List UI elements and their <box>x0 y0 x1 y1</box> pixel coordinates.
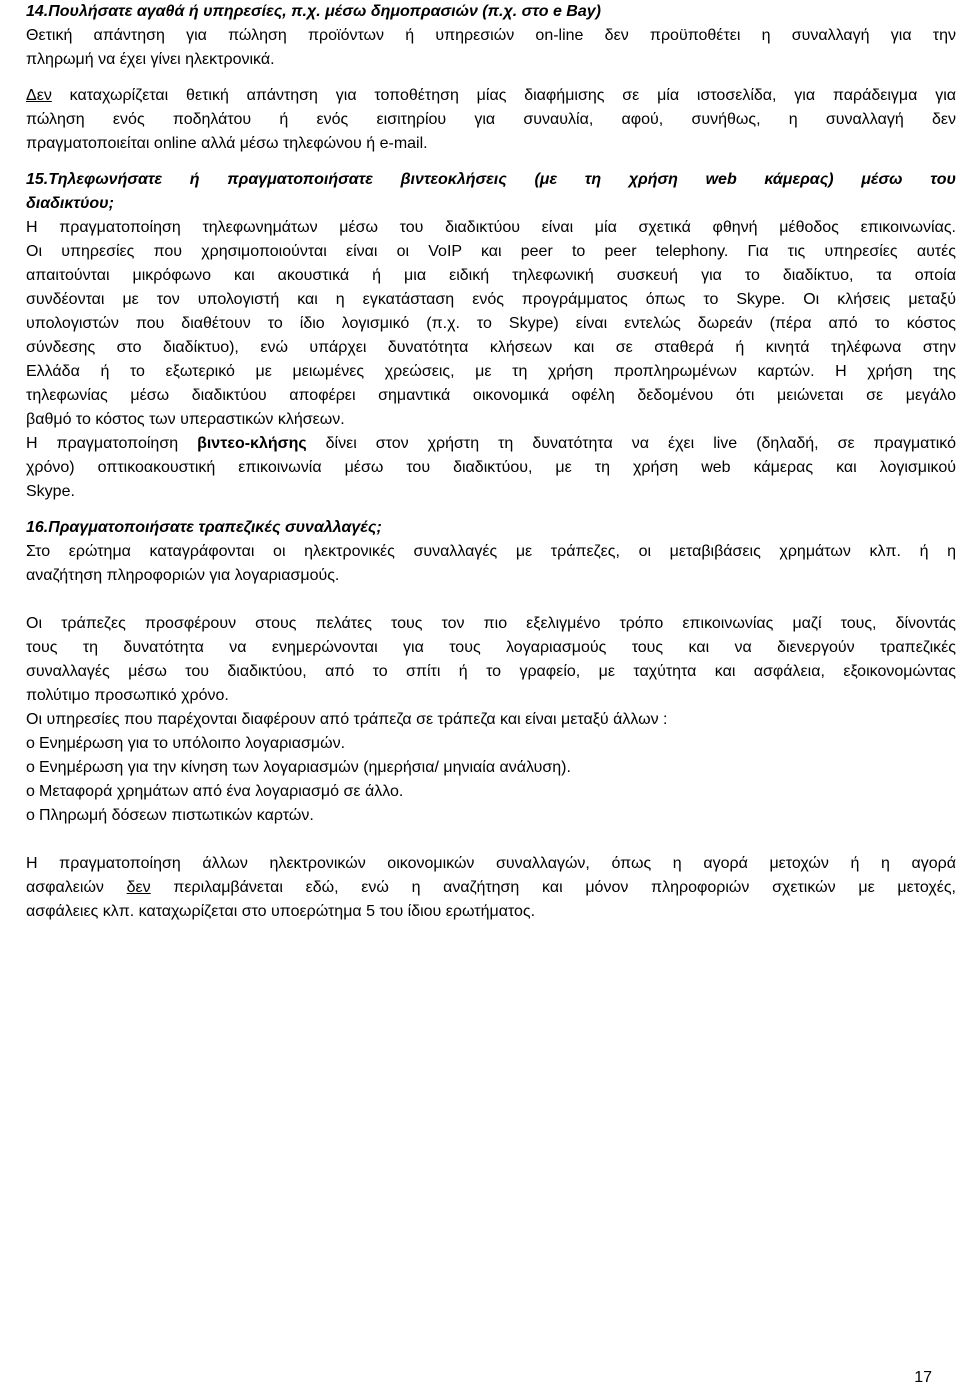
paragraph-line: Θετική απάντηση για πώληση προϊόντων ή υπηρεσιών on-line δεν προϋποθέτει η συναλλαγή για την <box>26 27 956 44</box>
text-span: Η πραγματοποίηση <box>26 435 198 452</box>
underlined-word: Δεν <box>26 87 52 104</box>
spacer <box>26 156 956 168</box>
bullet-marker: o <box>26 807 35 824</box>
spacer <box>26 588 956 612</box>
paragraph-line-rest: καταχωρίζεται θετική απάντηση για τοποθέτηση μίας διαφήμισης σε μία ιστοσελίδα, για παράδειγμα για <box>51 87 956 104</box>
bold-term: βιντεο-κλήσης <box>197 435 307 452</box>
paragraph-line: Στο ερώτημα καταγράφονται οι ηλεκτρονικές συναλλαγές με τράπεζες, οι μεταβιβάσεις χρημάτων κλπ. ή η <box>26 543 956 560</box>
bullet-marker: o <box>26 759 35 776</box>
paragraph-line <box>26 432 956 456</box>
underlined-word: δεν <box>126 879 151 896</box>
paragraph-line: Οι υπηρεσίες που χρησιμοποιούνται είναι οι VoIP και peer to peer telephony. Για τις υπηρεσίες αυτές <box>26 243 956 260</box>
paragraph-line: συναλλαγές μέσω του διαδικτύου, από το σπίτι ή το γραφείο, με ταχύτητα και ασφάλεια, εξοικονομώντας <box>26 663 956 680</box>
list-item-text: Ενημέρωση για την κίνηση των λογαριασμών (ημερήσια/ μηνιαία ανάλυση). <box>39 759 571 776</box>
paragraph-line: Οι υπηρεσίες που παρέχονται διαφέρουν από τράπεζα σε τράπεζα και είναι μεταξύ άλλων : <box>26 711 668 728</box>
paragraph-line: πολύτιμο προσωπικό χρόνο. <box>26 687 229 704</box>
paragraph-line: πληρωμή να έχει γίνει ηλεκτρονικά. <box>26 51 275 68</box>
paragraph-line: πώληση ενός ποδηλάτου ή ενός εισιτηρίου για συναυλία, αφού, συνήθως, η συναλλαγή δεν <box>26 111 956 128</box>
paragraph-line: τηλεφωνίας μέσω διαδικτύου αποφέρει σημαντικά οικονομικά οφέλη δεδομένου ότι μειώνεται σε μεγάλο <box>26 387 956 404</box>
spacer <box>26 504 956 516</box>
paragraph-line: υπολογιστών που διαθέτουν το ίδιο λογισμικό (π.χ. το Skype) είναι εντελώς δωρεάν (πέρα από το κόστος <box>26 315 956 332</box>
list-item-text: Ενημέρωση για το υπόλοιπο λογαριασμών. <box>39 735 346 752</box>
text-span: δίνει στον χρήστη τη δυνατότητα να έχει live (δηλαδή, σε πραγματικό <box>306 435 956 452</box>
paragraph-line: Οι τράπεζες προσφέρουν στους πελάτες τους τον πιο εξελιγμένο τρόπο επικοινωνίας μαζί τους, δίνοντάς <box>26 615 956 632</box>
paragraph-line: συνδέονται με τον υπολογιστή και η εγκατάσταση ενός προγράμματος όπως το Skype. Οι κλήσεις μεταξύ <box>26 291 956 308</box>
paragraph-line: Ελλάδα ή το εξωτερικό με μειωμένες χρεώσεις, με τη χρήση προπληρωμένων καρτών. Η χρήση της <box>26 363 956 380</box>
paragraph-line: απαιτούνται μικρόφωνο και ακουστικά ή μια ειδική τηλεφωνική συσκευή για το διαδίκτυο, τα οποία <box>26 267 956 284</box>
paragraph-line: τους τη δυνατότητα να ενημερώνονται για τους λογαριασμούς τους και να διενεργούν τραπεζικές <box>26 639 956 656</box>
paragraph-line: βαθμό το κόστος των υπεραστικών κλήσεων. <box>26 411 345 428</box>
bullet-marker: o <box>26 783 35 800</box>
paragraph-line: πραγματοποιείται online αλλά μέσω τηλεφώνου ή e-mail. <box>26 135 428 152</box>
text-span: περιλαμβάνεται εδώ, ενώ η αναζήτηση και μόνον πληροφοριών σχετικών με μετοχές, <box>150 879 956 896</box>
list-item <box>26 756 956 780</box>
bullet-marker: o <box>26 735 35 752</box>
document-page <box>26 0 956 924</box>
page-number: 17 <box>914 1369 932 1386</box>
list-item <box>26 732 956 756</box>
section-15-heading-cont: διαδικτύου; <box>26 195 114 212</box>
list-item-text: Μεταφορά χρημάτων από ένα λογαριασμό σε άλλο. <box>39 783 404 800</box>
text-span: ασφαλειών <box>26 879 127 896</box>
paragraph-line <box>26 84 956 108</box>
list-item-text: Πληρωμή δόσεων πιστωτικών καρτών. <box>39 807 314 824</box>
section-14-heading: 14.Πουλήσατε αγαθά ή υπηρεσίες, π.χ. μέσω δημοπρασιών (π.χ. στο e Bay) <box>26 3 601 20</box>
spacer <box>26 828 956 852</box>
section-15-heading: 15.Τηλεφωνήσατε ή πραγματοποιήσατε βιντεοκλήσεις (με τη χρήση web κάμερας) μέσω του <box>26 171 956 188</box>
paragraph-line: αναζήτηση πληροφοριών για λογαριασμούς. <box>26 567 340 584</box>
paragraph-line <box>26 876 956 900</box>
section-16-heading: 16.Πραγματοποιήσατε τραπεζικές συναλλαγές; <box>26 519 382 536</box>
paragraph-line: σύνδεσης στο διαδίκτυο), ενώ υπάρχει δυνατότητα κλήσεων και σε σταθερά ή κινητά τηλέφωνα στην <box>26 339 956 356</box>
list-item <box>26 780 956 804</box>
paragraph-line: Η πραγματοποίηση τηλεφωνημάτων μέσω του διαδικτύου είναι μία σχετικά φθηνή μέθοδος επικοινωνίας. <box>26 219 956 236</box>
paragraph-line: Skype. <box>26 483 75 500</box>
paragraph-line: ασφάλειες κλπ. καταχωρίζεται στο υποερώτημα 5 του ίδιου ερωτήματος. <box>26 903 536 920</box>
spacer <box>26 72 956 84</box>
list-item <box>26 804 956 828</box>
paragraph-line: Η πραγματοποίηση άλλων ηλεκτρονικών οικονομικών συναλλαγών, όπως η αγορά μετοχών ή η αγορά <box>26 855 956 872</box>
paragraph-line: χρόνο) οπτικοακουστική επικοινωνία μέσω του διαδικτύου, με τη χρήση web κάμερας και λογισμικού <box>26 459 956 476</box>
